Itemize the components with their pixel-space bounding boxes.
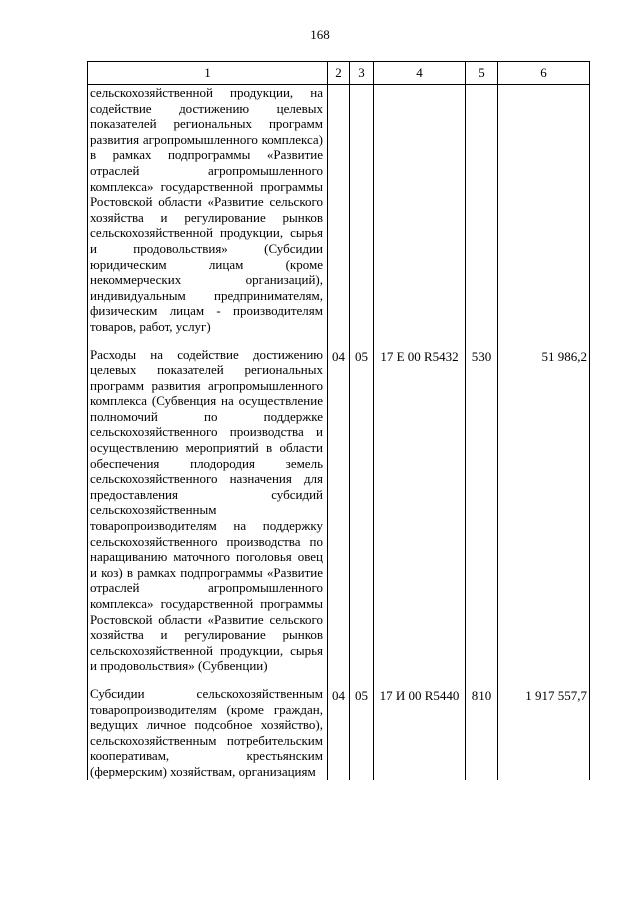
table-row: [88, 335, 590, 674]
expense-type-code: 530: [466, 335, 498, 674]
target-article-code: [374, 85, 466, 335]
table-row: [88, 85, 590, 335]
amount: 1 917 557,7: [498, 674, 590, 780]
target-article-code: 17 И 00 R5440: [374, 674, 466, 780]
column-header: 2: [328, 62, 350, 85]
column-header: 3: [350, 62, 374, 85]
expense-type-code: [466, 85, 498, 335]
table-header-row: [88, 62, 590, 85]
row-description: Субсидии сельскохозяйственным товаропроизводителям (кроме граждан, ведущих личное подсобное хозяйство), сельскохозяйственным потребительским кооперативам, крестьянским (фермерским) хозяйствам, организациям: [88, 674, 328, 780]
amount: 51 986,2: [498, 335, 590, 674]
column-header: 5: [466, 62, 498, 85]
subsection-code: 05: [350, 674, 374, 780]
budget-table: [87, 61, 590, 780]
table-row: [88, 674, 590, 780]
column-header: 6: [498, 62, 590, 85]
row-description: сельскохозяйственной продукции, на содействие достижению целевых показателей региональных программ развития агропромышленного комплекса) в рамках подпрограммы «Развитие отраслей агропромышленного комплекса» государственной программы Ростовской области «Развитие сельского хозяйства и регулирование рынков сельскохозяйственной продукции, сырья и продовольствия» (Субсидии юридическим лицам (кроме некоммерческих организаций), индивидуальным предпринимателям, физическим лицам - производителям товаров, работ, услуг): [88, 85, 328, 335]
target-article-code: 17 Е 00 R5432: [374, 335, 466, 674]
subsection-code: 05: [350, 335, 374, 674]
section-code: [328, 85, 350, 335]
section-code: 04: [328, 674, 350, 780]
row-description: Расходы на содействие достижению целевых показателей региональных программ развития агропромышленного комплекса (Субвенция на осуществление полномочий по поддержке сельскохозяйственного производства и осуществлению мероприятий в области обеспечения плодородия земель сельскохозяйственного назначения для предоставления субсидий сельскохозяйственным товаропроизводителям на поддержку сельскохозяйственного производства по наращиванию маточного поголовья овец и коз) в рамках подпрограммы «Развитие отраслей агропромышленного комплекса» государственной программы Ростовской области «Развитие сельского хозяйства и регулирование рынков сельскохозяйственной продукции, сырья и продовольствия» (Субвенции): [88, 335, 328, 674]
column-header: 4: [374, 62, 466, 85]
expense-type-code: 810: [466, 674, 498, 780]
section-code: 04: [328, 335, 350, 674]
subsection-code: [350, 85, 374, 335]
page-number: 168: [310, 27, 330, 42]
column-header: 1: [88, 62, 328, 85]
amount: [498, 85, 590, 335]
